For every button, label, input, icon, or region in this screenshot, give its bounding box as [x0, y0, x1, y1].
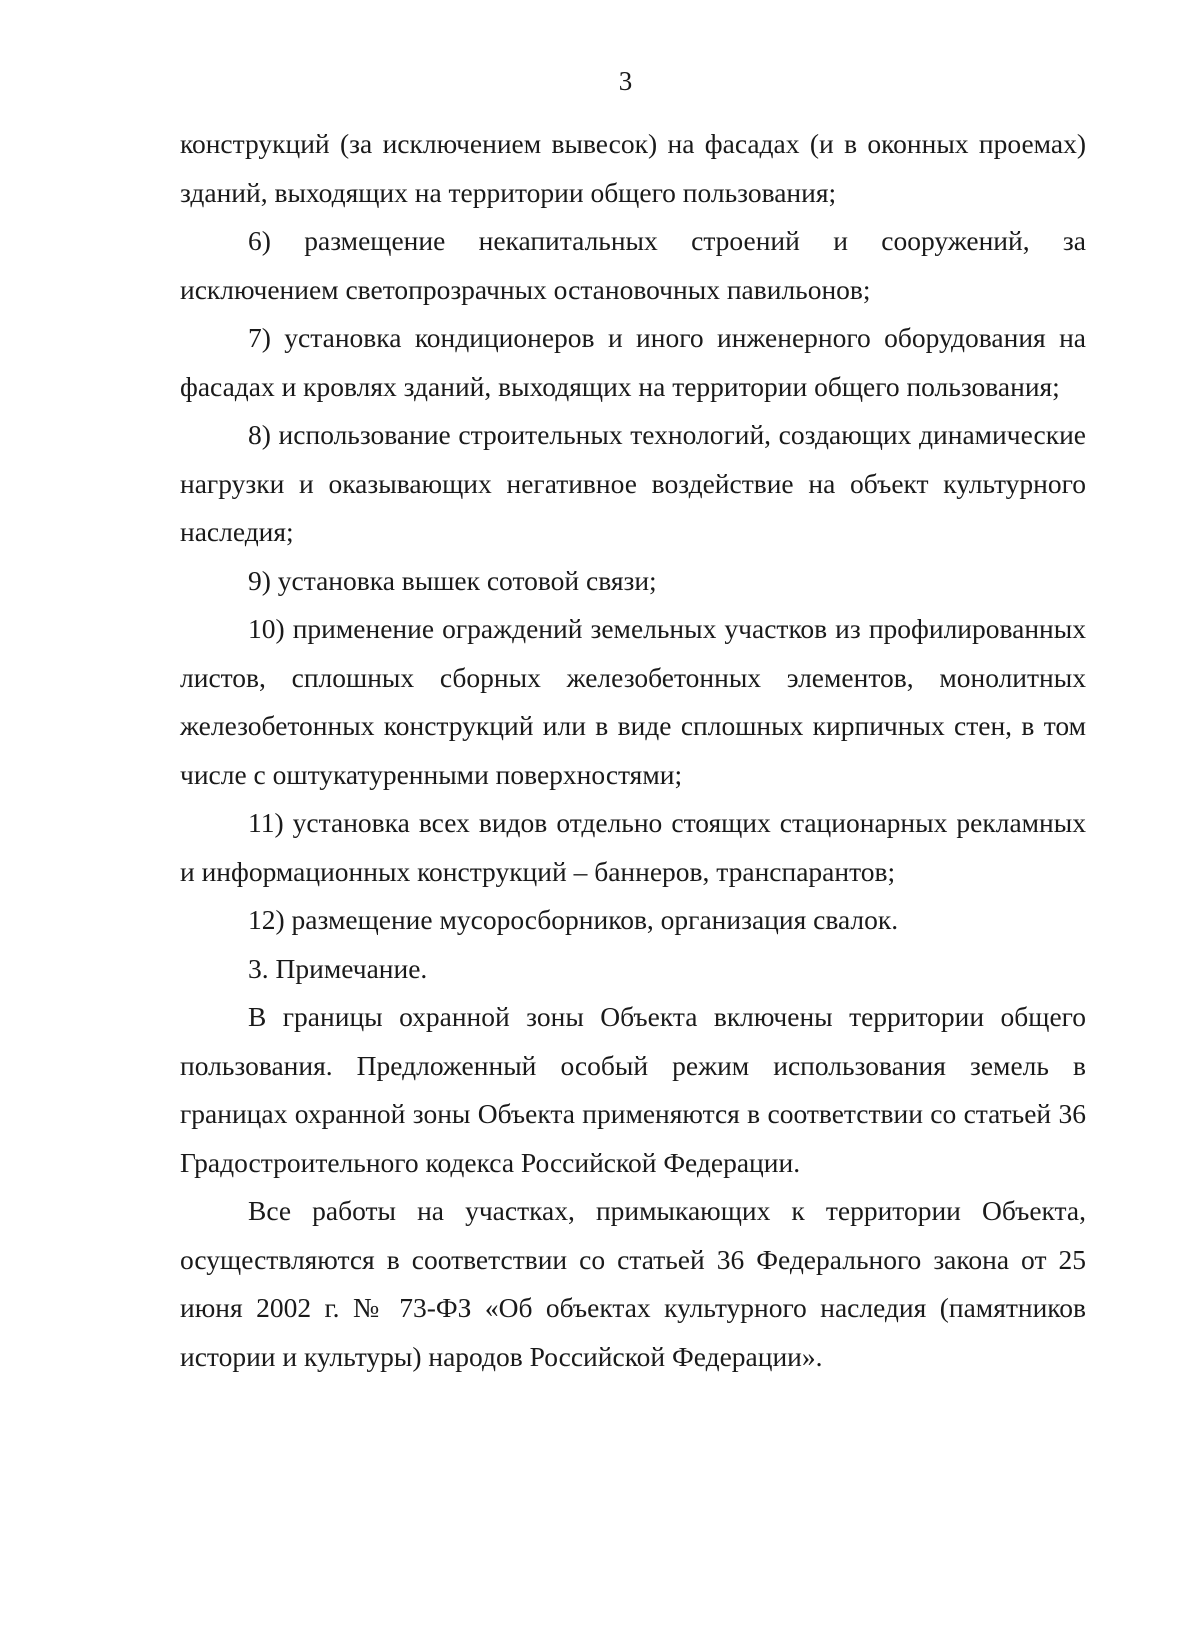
document-body — [180, 120, 1086, 1381]
list-item-8: 8) использование строительных технологий, создающих динамические нагрузки и оказывающих негативное воздействие на объект культурного наследия; — [180, 419, 1086, 547]
list-item-11: 11) установка всех видов отдельно стоящих стационарных рекламных и информационных конструкций – баннеров, транспарантов; — [180, 807, 1086, 887]
list-item-10: 10) применение ограждений земельных участков из профилированных листов, сплошных сборных железобетонных элементов, монолитных железобетонных конструкций или в виде сплошных кирпичных стен, в том числе с оштукатуренными поверхностями; — [180, 613, 1086, 790]
list-item-7: 7) установка кондиционеров и иного инженерного оборудования на фасадах и кровлях зданий, выходящих на территории общего пользования; — [180, 322, 1086, 402]
list-item-6: 6) размещение некапитальных строений и сооружений, за исключением светопрозрачных остановочных павильонов; — [180, 225, 1086, 305]
list-item-9: 9) установка вышек сотовой связи; — [248, 564, 657, 596]
paragraph-continuation: конструкций (за исключением вывесок) на фасадах (и в оконных проемах) зданий, выходящих на территории общего пользования; — [180, 128, 1086, 208]
section-heading-note: 3. Примечание. — [248, 952, 428, 984]
page-number: 3 — [618, 66, 633, 96]
note-paragraph-1: В границы охранной зоны Объекта включены территории общего пользования. Предложенный особый режим использования земель в границах охранной зоны Объекта применяются в соответствии со статьей 36 Градостроительного кодекса Российской Федерации. — [180, 1001, 1086, 1178]
note-paragraph-2: Все работы на участках, примыкающих к территории Объекта, осуществляются в соответствии со статьей 36 Федерального закона от 25 июня 2002 г. № 73-ФЗ «Об объектах культурного наследия (памятников истории и культуры) народов Российской Федерации». — [180, 1195, 1086, 1372]
list-item-12: 12) размещение мусоросборников, организация свалок. — [248, 904, 899, 935]
